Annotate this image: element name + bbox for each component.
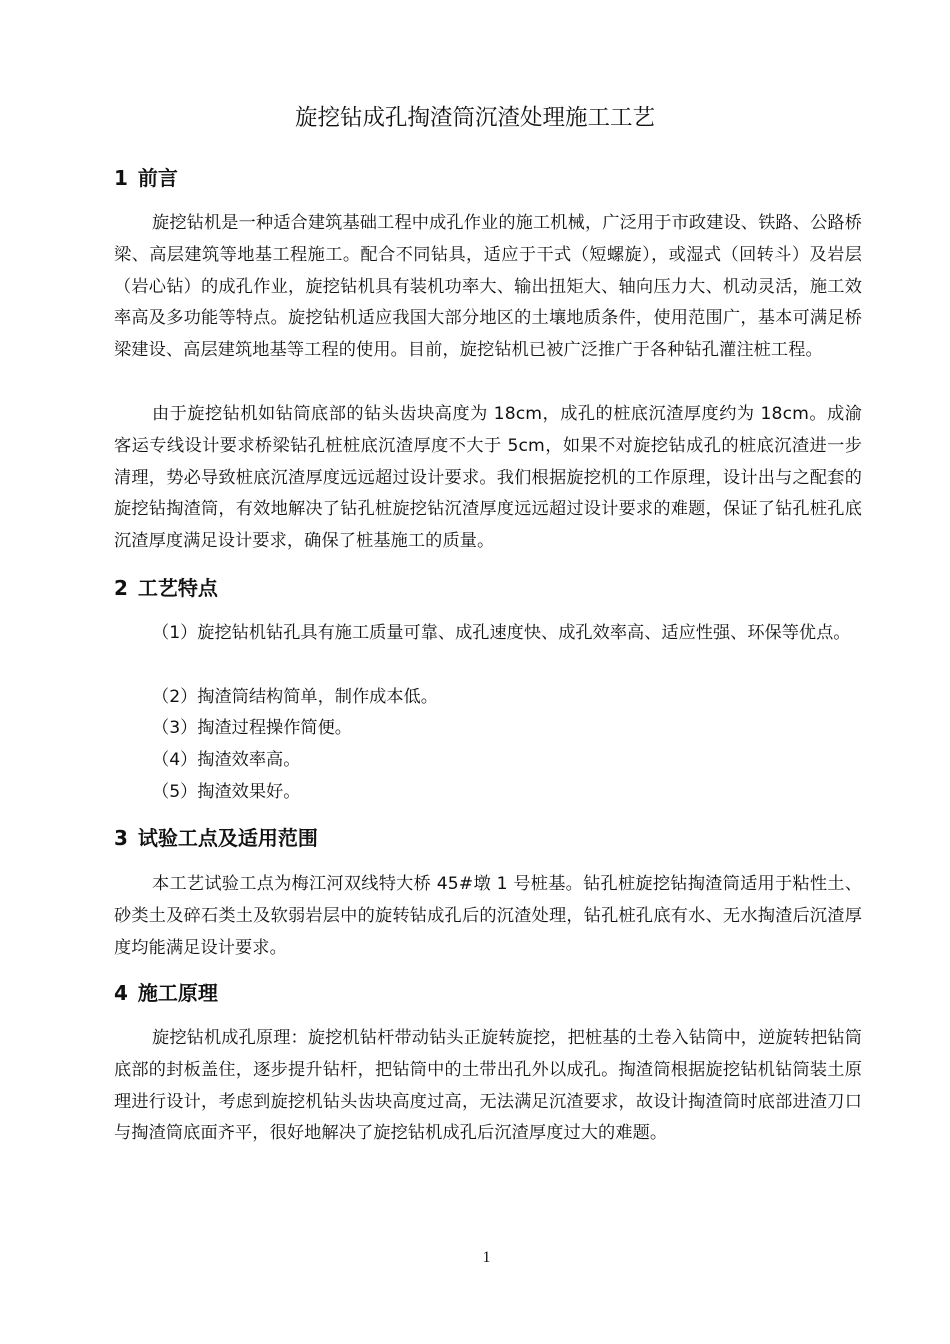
- paragraph: 由于旋挖钻机如钻筒底部的钻头齿块高度为 18cm，成孔的桩底沉渣厚度约为 18cm。成渝客运专线设计要求桥梁钻孔桩桩底沉渣厚度不大于 5cm，如果不对旋挖钻成孔的桩底沉渣进一步清理，势必导致桩底沉渣厚度远远超过设计要求。我们根据旋挖机的工作原理，设计出与之配套的旋挖钻掏渣筒，有效地解决了钻孔桩旋挖钻沉渣厚度远远超过设计要求的难题，保证了钻孔桩孔底沉渣厚度满足设计要求，确保了桩基施工的质量。: [114, 404, 862, 552]
- list-item: （3）掏渣过程操作简便。: [152, 718, 352, 738]
- document-title: 旋挖钻成孔掏渣筒沉渣处理施工工艺: [294, 105, 655, 131]
- section-heading-2: [114, 573, 218, 603]
- section-heading-1: [114, 163, 178, 193]
- section-number: 4: [114, 981, 128, 1005]
- list-item: （4）掏渣效率高。: [152, 750, 301, 770]
- page-number: 1: [482, 1249, 491, 1266]
- section-title: 工艺特点: [137, 576, 218, 600]
- section-number: 1: [114, 166, 128, 190]
- section-title: 施工原理: [137, 981, 218, 1005]
- list-item: （2）掏渣筒结构简单，制作成本低。: [152, 687, 438, 707]
- paragraph: 本工艺试验工点为梅江河双线特大桥 45#墩 1 号桩基。钻孔桩旋挖钻掏渣筒适用于粘性土、砂类土及碎石类土及软弱岩层中的旋转钻成孔后的沉渣处理，钻孔桩孔底有水、无水掏渣后沉渣厚度均能满足设计要求。: [114, 874, 862, 958]
- list-item: （5）掏渣效果好。: [152, 782, 301, 802]
- section-title: 前言: [137, 166, 178, 190]
- section-number: 2: [114, 576, 128, 600]
- list-item: （1）旋挖钻机钻孔具有施工质量可靠、成孔速度快、成孔效率高、适应性强、环保等优点。: [152, 623, 851, 643]
- paragraph: 旋挖钻机成孔原理：旋挖机钻杆带动钻头正旋转旋挖，把桩基的土卷入钻筒中，逆旋转把钻筒底部的封板盖住，逐步提升钻杆，把钻筒中的土带出孔外以成孔。掏渣筒根据旋挖钻机钻筒装土原理进行设计，考虑到旋挖机钻头齿块高度过高，无法满足沉渣要求，故设计掏渣筒时底部进渣刀口与掏渣筒底面齐平，很好地解决了旋挖钻机成孔后沉渣厚度过大的难题。: [114, 1028, 862, 1144]
- paragraph: 旋挖钻机是一种适合建筑基础工程中成孔作业的施工机械，广泛用于市政建设、铁路、公路桥梁、高层建筑等地基工程施工。配合不同钻具，适应于干式（短螺旋），或湿式（回转斗）及岩层（岩心钻）的成孔作业，旋挖钻机具有装机功率大、输出扭矩大、轴向压力大、机动灵活，施工效率高及多功能等特点。旋挖钻机适应我国大部分地区的土壤地质条件，使用范围广，基本可满足桥梁建设、高层建筑地基等工程的使用。目前，旋挖钻机已被广泛推广于各种钻孔灌注桩工程。: [114, 213, 862, 361]
- section-title: 试验工点及适用范围: [137, 826, 318, 850]
- section-number: 3: [114, 826, 128, 850]
- section-heading-4: [114, 978, 218, 1008]
- section-heading-3: [114, 823, 318, 853]
